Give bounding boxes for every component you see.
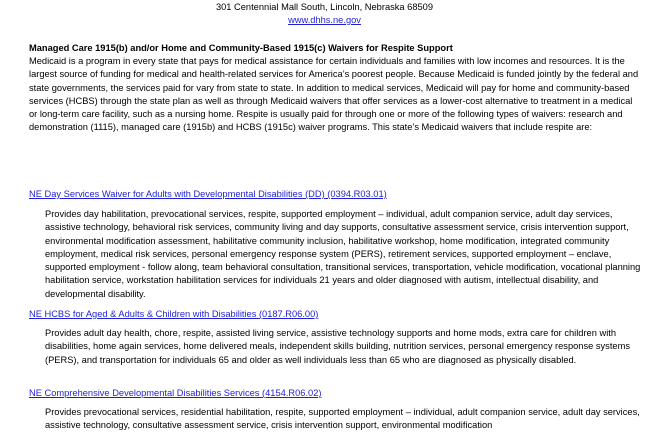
- intro-paragraph: Medicaid is a program in every state that pays for medical assistance for certain individuals and families with low incomes and resources. It is the largest source of funding for medical and health-related services for America’s poorest people. Because Medicaid is funded jointly by the federal and state governments, the services paid for vary from state to state. In addition to medical services, Medicaid will pay for home and community-based services (HCBS) through the state plan as well as through Medicaid waivers that offer services as a lower-cost alternative to treatment in a medical or long-term care facility, such as a nursing home. Respite is usually paid for through one or more of the following types of waivers: research and demonstration (1115), managed care (1915b) and HCBS (1915c) waiver programs. This state’s Medicaid waivers that include respite are:: [29, 56, 639, 133]
- waiver-link-comprehensive-dd: [29, 387, 641, 400]
- waiver-link[interactable]: NE Day Services Waiver for Adults with Developmental Disabilities (DD) (0394.R03.01): [29, 189, 387, 199]
- waiver-description: Provides prevocational services, residential habilitation, respite, supported employment – individual, adult companion service, adult day services, assistive technology, consultative assessment service, crisis intervention support, environmental modification: [45, 407, 640, 431]
- waiver-link[interactable]: NE Comprehensive Developmental Disabilities Services (4154.R06.02): [29, 388, 322, 398]
- website-link-wrap: [0, 14, 649, 27]
- contact-address: 301 Centennial Mall South, Lincoln, Nebraska 68509: [215, 2, 434, 12]
- waiver-description: Provides adult day health, chore, respite, assisted living service, assistive technology supports and home mods, extra care for children with disabilities, home again services, home delivered meals, independent skills building, nutrition services, personal emergency response systems (PERS), and transportation for individuals 65 and older as well individuals less than 65 who are diagnosed as physically disabled.: [45, 328, 630, 365]
- website-link[interactable]: www.dhhs.ne.gov: [288, 15, 361, 25]
- waiver-link[interactable]: NE HCBS for Aged & Adults & Children with Disabilities (0187.R06.00): [29, 309, 319, 319]
- waiver-link-hcbs-aged: [29, 308, 641, 321]
- waiver-link-day-services: [29, 188, 641, 201]
- section-heading: Managed Care 1915(b) and/or Home and Community-Based 1915(c) Waivers for Respite Support: [29, 43, 453, 53]
- waiver-description: Provides day habilitation, prevocational services, respite, supported employment – individual, adult companion service, adult day services, assistive technology, behavioral risk services, community living and day supports, consultative assessment service, crisis intervention support, environmental modification assessment, habilitative community inclusion, habilitative workshop, home modification, integrated community employment, medical risk services, personal emergency response system (PERS), retirement services, supported employment – enclave, supported employment - follow along, team behavioral consultation, transitional services, transportation, vehicle modification, vocational planning habilitation service, workstation habilitation services for individuals 21 years and older diagnosed with autism, intellectual disability, and developmental disability.: [45, 209, 641, 299]
